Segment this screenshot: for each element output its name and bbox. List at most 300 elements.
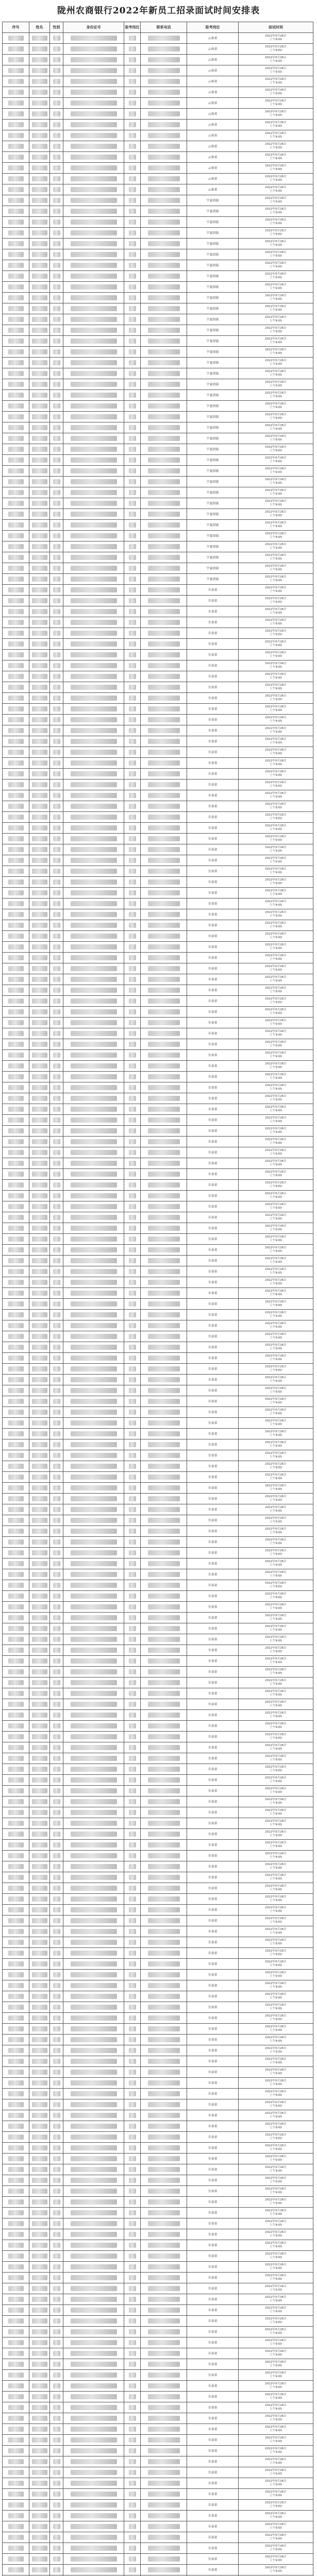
row-post-cell	[124, 2402, 141, 2413]
row-name-cell	[29, 2175, 50, 2186]
redacted-mark	[53, 988, 60, 993]
row-phone-cell	[141, 1526, 187, 1537]
redacted-mark	[53, 1691, 60, 1696]
row-name-cell	[29, 693, 50, 704]
redacted-mark	[129, 1702, 136, 1707]
row-time-cell	[239, 1494, 313, 1504]
table-row	[3, 812, 313, 823]
redacted-mark	[8, 2383, 24, 2388]
row-post-cell	[124, 1385, 141, 1396]
time-slot: 上午9:00	[270, 2408, 282, 2411]
table-row	[3, 1926, 313, 1937]
row-seq-cell	[3, 314, 29, 325]
row-id-cell	[63, 1851, 124, 1861]
row-post-cell	[124, 1677, 141, 1688]
redacted-mark	[71, 1626, 117, 1631]
row-time-cell	[239, 671, 313, 682]
row-time-cell	[239, 1266, 313, 1277]
redacted-mark	[129, 1767, 136, 1772]
row-time-cell	[239, 1840, 313, 1851]
row-name-cell	[29, 390, 50, 401]
time-date: 2022年5月26日	[265, 694, 287, 698]
redacted-mark	[71, 57, 117, 62]
time-slot: 上午9:00	[270, 1434, 282, 1437]
row-seq-cell	[3, 1688, 29, 1699]
row-gender-cell	[50, 1721, 63, 1732]
time-date: 2022年5月26日	[265, 803, 287, 806]
redacted-mark	[53, 2362, 60, 2367]
time-slot: 上午9:00	[270, 709, 282, 712]
row-time-cell	[239, 1818, 313, 1829]
redacted-mark	[71, 468, 117, 473]
redacted-mark	[148, 2297, 180, 2302]
time-slot: 上午9:00	[270, 179, 282, 182]
redacted-mark	[71, 955, 117, 960]
redacted-mark	[32, 2026, 47, 2031]
time-date: 2022年5月26日	[265, 684, 287, 687]
row-post-cell	[124, 855, 141, 866]
time-date: 2022年5月26日	[265, 943, 287, 946]
row-id-cell	[63, 2565, 124, 2575]
redacted-mark	[32, 2286, 47, 2291]
row-phone-cell	[141, 1331, 187, 1342]
row-post-cell	[124, 152, 141, 163]
row-gender-cell	[50, 585, 63, 596]
row-phone-cell	[141, 2099, 187, 2110]
redacted-mark	[71, 750, 117, 755]
redacted-mark	[8, 382, 24, 387]
redacted-mark	[129, 306, 136, 311]
table-row	[3, 855, 313, 866]
row-time-cell	[239, 487, 313, 498]
table-row	[3, 2208, 313, 2218]
row-phone-cell	[141, 2500, 187, 2511]
row-phone-cell	[141, 574, 187, 585]
table-row	[3, 574, 313, 585]
row-post-cell	[124, 1450, 141, 1461]
time-date: 2022年5月26日	[265, 2047, 287, 2050]
redacted-mark	[32, 1734, 47, 1739]
row-region-cell: 云南省	[187, 76, 239, 87]
row-seq-cell	[3, 390, 29, 401]
row-name-cell	[29, 1526, 50, 1537]
redacted-mark	[53, 977, 60, 982]
row-phone-cell	[141, 1764, 187, 1775]
redacted-mark	[8, 2015, 24, 2021]
redacted-mark	[32, 728, 47, 733]
row-name-cell	[29, 1840, 50, 1851]
row-phone-cell	[141, 239, 187, 249]
row-name-cell	[29, 769, 50, 779]
table-row	[3, 660, 313, 671]
time-date: 2022年5月26日	[265, 608, 287, 611]
redacted-mark	[148, 2080, 180, 2086]
row-gender-cell	[50, 520, 63, 531]
table-row	[3, 1667, 313, 1677]
row-phone-cell	[141, 130, 187, 141]
row-time-cell	[239, 412, 313, 422]
redacted-mark	[8, 2524, 24, 2529]
time-date: 2022年5月26日	[265, 2307, 287, 2310]
row-name-cell	[29, 2197, 50, 2208]
redacted-mark	[53, 1236, 60, 1242]
redacted-mark	[148, 1204, 180, 1209]
row-time-cell	[239, 1407, 313, 1418]
redacted-mark	[71, 2015, 117, 2021]
time-slot: 上午9:00	[270, 547, 282, 550]
row-name-cell	[29, 2478, 50, 2489]
redacted-mark	[129, 1009, 136, 1014]
row-seq-cell	[3, 76, 29, 87]
redacted-mark	[71, 1961, 117, 1967]
row-seq-cell	[3, 336, 29, 347]
row-phone-cell	[141, 942, 187, 953]
redacted-mark	[71, 1799, 117, 1804]
redacted-mark	[71, 2448, 117, 2453]
row-seq-cell	[3, 455, 29, 466]
row-phone-cell	[141, 1158, 187, 1169]
row-id-cell	[63, 2294, 124, 2305]
redacted-mark	[32, 1972, 47, 1977]
row-region-cell: 云南省	[187, 174, 239, 184]
row-gender-cell	[50, 1980, 63, 1991]
row-region-cell: 甘肃省	[187, 1569, 239, 1580]
row-region-cell: 甘肃省	[187, 812, 239, 823]
row-seq-cell	[3, 293, 29, 303]
row-region-cell: 宁夏回族	[187, 574, 239, 585]
redacted-mark	[53, 836, 60, 841]
row-name-cell	[29, 1548, 50, 1558]
row-name-cell	[29, 1818, 50, 1829]
time-slot: 上午9:00	[270, 601, 282, 604]
redacted-mark	[71, 1323, 117, 1328]
redacted-mark	[32, 479, 47, 484]
row-seq-cell	[3, 541, 29, 552]
row-time-cell	[239, 2283, 313, 2294]
row-gender-cell	[50, 1115, 63, 1126]
row-id-cell	[63, 1829, 124, 1840]
row-phone-cell	[141, 466, 187, 477]
row-gender-cell	[50, 239, 63, 249]
row-time-cell	[239, 2186, 313, 2197]
redacted-mark	[71, 685, 117, 690]
row-region-cell: 甘肃省	[187, 942, 239, 953]
row-time-cell	[239, 2489, 313, 2500]
table-row	[3, 671, 313, 682]
row-region-cell: 甘肃省	[187, 2359, 239, 2370]
time-slot: 上午9:00	[270, 200, 282, 204]
time-slot: 上午9:00	[270, 287, 282, 290]
redacted-mark	[53, 284, 60, 290]
row-region-cell: 甘肃省	[187, 2154, 239, 2164]
table-row	[3, 33, 313, 44]
row-region-cell: 甘肃省	[187, 1634, 239, 1645]
time-slot: 上午9:00	[270, 1564, 282, 1567]
row-id-cell	[63, 217, 124, 228]
row-gender-cell	[50, 1959, 63, 1970]
redacted-mark	[32, 2405, 47, 2410]
redacted-mark	[8, 1810, 24, 1815]
row-time-cell	[239, 368, 313, 379]
row-time-cell	[239, 1948, 313, 1959]
row-post-cell	[124, 996, 141, 1007]
redacted-mark	[148, 1529, 180, 1534]
redacted-mark	[53, 2091, 60, 2096]
redacted-mark	[129, 230, 136, 235]
redacted-mark	[129, 782, 136, 787]
row-seq-cell	[3, 1342, 29, 1353]
redacted-mark	[8, 2351, 24, 2356]
row-id-cell	[63, 877, 124, 888]
redacted-mark	[129, 598, 136, 603]
row-name-cell	[29, 1883, 50, 1894]
time-slot: 上午9:00	[270, 1650, 282, 1653]
redacted-mark	[53, 577, 60, 582]
redacted-mark	[32, 2567, 47, 2572]
row-seq-cell	[3, 1537, 29, 1548]
redacted-mark	[53, 1009, 60, 1014]
redacted-mark	[53, 1399, 60, 1404]
time-slot: 上午9:00	[270, 579, 282, 582]
row-time-cell	[239, 2294, 313, 2305]
time-slot: 上午9:00	[270, 352, 282, 355]
redacted-mark	[32, 2340, 47, 2345]
time-slot: 上午9:00	[270, 1748, 282, 1751]
redacted-mark	[71, 944, 117, 950]
redacted-mark	[71, 133, 117, 138]
row-phone-cell	[141, 596, 187, 606]
row-id-cell	[63, 1450, 124, 1461]
redacted-mark	[53, 436, 60, 441]
row-id-cell	[63, 1018, 124, 1028]
redacted-mark	[53, 2394, 60, 2399]
row-post-cell	[124, 2229, 141, 2240]
row-phone-cell	[141, 1623, 187, 1634]
row-time-cell	[239, 963, 313, 974]
time-slot: 上午9:00	[270, 2559, 282, 2562]
row-phone-cell	[141, 401, 187, 412]
row-time-cell	[239, 109, 313, 120]
row-id-cell	[63, 239, 124, 249]
redacted-mark	[8, 2481, 24, 2486]
row-seq-cell	[3, 249, 29, 260]
time-date: 2022年5月26日	[265, 521, 287, 524]
redacted-mark	[148, 1117, 180, 1123]
row-id-cell	[63, 747, 124, 758]
row-id-cell	[63, 1710, 124, 1721]
time-slot: 上午9:00	[270, 1802, 282, 1805]
row-post-cell	[124, 2532, 141, 2543]
row-post-cell	[124, 1429, 141, 1439]
row-seq-cell	[3, 1320, 29, 1331]
redacted-mark	[71, 1453, 117, 1458]
redacted-mark	[32, 1204, 47, 1209]
table-row	[3, 1515, 313, 1526]
time-date: 2022年5月26日	[265, 2469, 287, 2472]
row-phone-cell	[141, 498, 187, 509]
redacted-mark	[148, 176, 180, 181]
row-name-cell	[29, 2089, 50, 2099]
row-phone-cell	[141, 412, 187, 422]
time-slot: 上午9:00	[270, 438, 282, 442]
row-phone-cell	[141, 1212, 187, 1223]
redacted-mark	[8, 2156, 24, 2161]
row-id-cell	[63, 2175, 124, 2186]
time-date: 2022年5月26日	[265, 2328, 287, 2331]
table-row	[3, 2316, 313, 2327]
row-time-cell	[239, 2002, 313, 2013]
redacted-mark	[32, 1128, 47, 1133]
redacted-mark	[129, 804, 136, 809]
redacted-mark	[32, 663, 47, 668]
redacted-mark	[71, 2308, 117, 2313]
row-phone-cell	[141, 1905, 187, 1916]
redacted-mark	[71, 2481, 117, 2486]
row-seq-cell	[3, 2208, 29, 2218]
row-id-cell	[63, 1342, 124, 1353]
redacted-mark	[148, 371, 180, 376]
redacted-mark	[129, 1215, 136, 1220]
header-cell: 面试时间	[239, 22, 313, 33]
row-phone-cell	[141, 2110, 187, 2121]
time-slot: 上午9:00	[270, 2018, 282, 2021]
redacted-mark	[71, 2524, 117, 2529]
row-gender-cell	[50, 866, 63, 877]
time-date: 2022年5月26日	[265, 500, 287, 503]
redacted-mark	[8, 2535, 24, 2540]
row-id-cell	[63, 574, 124, 585]
row-name-cell	[29, 574, 50, 585]
row-id-cell	[63, 1353, 124, 1364]
redacted-mark	[148, 1886, 180, 1891]
row-id-cell	[63, 1753, 124, 1764]
row-phone-cell	[141, 769, 187, 779]
time-date: 2022年5月26日	[265, 1917, 287, 1920]
table-row	[3, 1537, 313, 1548]
redacted-mark	[148, 998, 180, 1004]
redacted-mark	[8, 934, 24, 939]
row-time-cell	[239, 1959, 313, 1970]
redacted-mark	[8, 1280, 24, 1285]
time-date: 2022年5月26日	[265, 835, 287, 838]
time-slot: 上午9:00	[270, 265, 282, 268]
redacted-mark	[8, 1961, 24, 1967]
time-slot: 上午9:00	[270, 536, 282, 539]
redacted-mark	[129, 219, 136, 225]
row-region-cell: 甘肃省	[187, 801, 239, 812]
row-time-cell	[239, 293, 313, 303]
redacted-mark	[32, 631, 47, 636]
redacted-mark	[8, 1117, 24, 1123]
row-phone-cell	[141, 1591, 187, 1602]
time-slot: 上午9:00	[270, 71, 282, 74]
redacted-mark	[8, 1594, 24, 1599]
redacted-mark	[129, 2535, 136, 2540]
redacted-mark	[32, 1561, 47, 1566]
row-seq-cell	[3, 2229, 29, 2240]
redacted-mark	[71, 609, 117, 614]
row-seq-cell	[3, 2348, 29, 2359]
time-date: 2022年5月26日	[265, 554, 287, 557]
row-id-cell	[63, 1861, 124, 1872]
redacted-mark	[148, 393, 180, 398]
row-gender-cell	[50, 1623, 63, 1634]
row-time-cell	[239, 1699, 313, 1710]
time-date: 2022年5月26日	[265, 1419, 287, 1422]
redacted-mark	[129, 2005, 136, 2010]
row-id-cell	[63, 76, 124, 87]
redacted-mark	[129, 1594, 136, 1599]
time-date: 2022年5月26日	[265, 868, 287, 871]
redacted-mark	[53, 771, 60, 776]
row-gender-cell	[50, 1147, 63, 1158]
time-date: 2022年5月26日	[265, 846, 287, 849]
time-slot: 上午9:00	[270, 168, 282, 171]
redacted-mark	[53, 1669, 60, 1674]
row-phone-cell	[141, 1851, 187, 1861]
row-gender-cell	[50, 98, 63, 109]
row-post-cell	[124, 1407, 141, 1418]
row-post-cell	[124, 2337, 141, 2348]
redacted-mark	[129, 263, 136, 268]
row-id-cell	[63, 2521, 124, 2532]
time-slot: 上午9:00	[270, 2462, 282, 2465]
redacted-mark	[129, 2210, 136, 2215]
time-date: 2022年5月26日	[265, 305, 287, 308]
row-phone-cell	[141, 1980, 187, 1991]
time-slot: 上午9:00	[270, 1780, 282, 1783]
row-name-cell	[29, 1905, 50, 1916]
row-seq-cell	[3, 1645, 29, 1656]
row-post-cell	[124, 2262, 141, 2273]
row-post-cell	[124, 477, 141, 487]
redacted-mark	[129, 2383, 136, 2388]
redacted-mark	[129, 2232, 136, 2237]
row-gender-cell	[50, 336, 63, 347]
redacted-mark	[53, 2405, 60, 2410]
redacted-mark	[148, 815, 180, 820]
redacted-mark	[8, 36, 24, 41]
redacted-mark	[71, 2351, 117, 2356]
row-phone-cell	[141, 2035, 187, 2045]
row-seq-cell	[3, 2392, 29, 2402]
row-id-cell	[63, 1807, 124, 1818]
table-row	[3, 1937, 313, 1948]
redacted-mark	[32, 490, 47, 495]
row-phone-cell	[141, 109, 187, 120]
row-post-cell	[124, 260, 141, 271]
row-region-cell: 甘肃省	[187, 1472, 239, 1483]
time-date: 2022年5月26日	[265, 2058, 287, 2061]
time-date: 2022年5月26日	[265, 1592, 287, 1596]
redacted-mark	[71, 512, 117, 517]
row-seq-cell	[3, 2565, 29, 2575]
row-region-cell: 甘肃省	[187, 1483, 239, 1494]
row-id-cell	[63, 974, 124, 985]
header-cell: 序号	[3, 22, 29, 33]
row-post-cell	[124, 2035, 141, 2045]
time-slot: 上午9:00	[270, 2040, 282, 2043]
row-id-cell	[63, 477, 124, 487]
redacted-mark	[32, 609, 47, 614]
row-id-cell	[63, 1980, 124, 1991]
time-slot: 上午9:00	[270, 1672, 282, 1675]
redacted-mark	[129, 544, 136, 549]
time-slot: 上午9:00	[270, 2105, 282, 2108]
time-date: 2022年5月26日	[265, 1701, 287, 1704]
table-row	[3, 1028, 313, 1039]
row-name-cell	[29, 2099, 50, 2110]
